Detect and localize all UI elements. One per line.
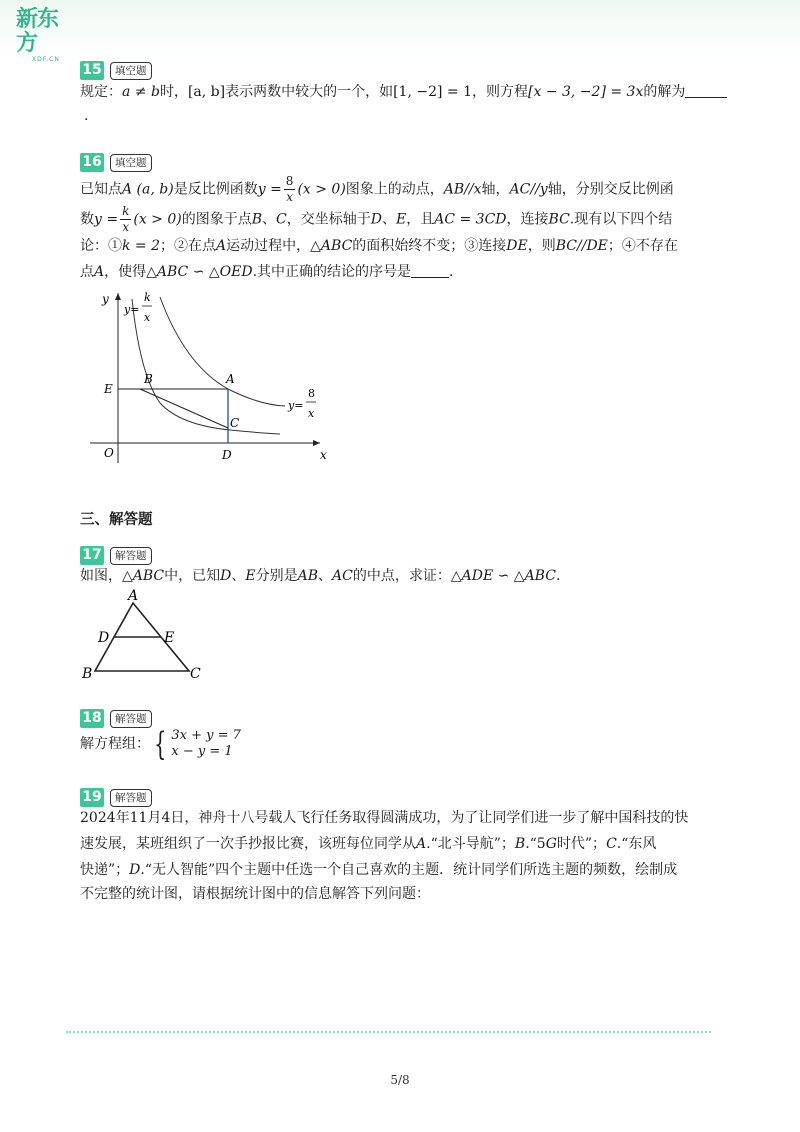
math: △ABC ∽ △OED	[146, 264, 253, 280]
label-curve-k-lhs: y=	[124, 303, 140, 316]
math: D	[370, 211, 382, 228]
curve-8-over-x	[160, 297, 285, 406]
text: ，且	[406, 211, 435, 228]
footer-divider	[66, 1031, 711, 1033]
math: DE	[506, 238, 528, 254]
label-curve-8-num: 8	[308, 387, 315, 400]
math: AC = 3CD	[434, 211, 507, 228]
curve-k-over-x	[132, 299, 280, 434]
text: 规定：	[80, 84, 122, 100]
question-15-header	[80, 61, 152, 80]
label-B: B	[82, 666, 93, 682]
text: 、	[231, 568, 246, 584]
math: BC//DE	[555, 238, 608, 254]
text: 11	[129, 810, 148, 826]
text: 如图，	[80, 568, 122, 584]
text: 、	[318, 568, 333, 584]
text: 2024	[80, 810, 116, 826]
math: B	[514, 836, 526, 852]
text: 中，已知	[164, 568, 221, 584]
text: ，使得	[104, 264, 147, 280]
question-type-badge: 解答题	[110, 710, 152, 728]
equation-1: 3x + y = 7	[171, 728, 241, 743]
equation-system	[150, 725, 241, 763]
math: C	[606, 836, 617, 852]
math: AC	[332, 568, 353, 584]
brand-logo	[16, 7, 78, 63]
text: 4	[161, 810, 171, 826]
text: ，连接	[506, 211, 549, 228]
math: A	[94, 264, 105, 280]
text: ，则	[527, 238, 556, 254]
question-number: 18	[80, 709, 104, 728]
denominator: x	[286, 190, 293, 204]
label-D: D	[98, 630, 110, 646]
text: 速发展，某班组织了一次手抄报比赛，该班每位同学从	[80, 836, 416, 852]
q19-text-line-1	[80, 808, 688, 828]
question-number: 19	[80, 788, 104, 807]
text: 轴，分别交反比例函	[547, 181, 674, 198]
logo-subtext: XDF.CN	[32, 56, 60, 63]
text: 已知点	[80, 181, 122, 198]
equations	[171, 728, 241, 760]
math: (x > 0)	[133, 211, 182, 228]
text: 日，神舟十八号载人飞行任务取得圆满成功，为了让同学们进一步了解中国科技的快	[170, 810, 689, 826]
answer-blank[interactable]	[685, 83, 727, 98]
math: △ABC	[122, 568, 165, 584]
math: C	[276, 211, 287, 228]
math: △ABC	[310, 238, 353, 254]
label-x-axis: x	[320, 448, 327, 462]
text: 运动过程中，	[226, 238, 311, 254]
label-A: A	[128, 588, 139, 604]
segment-BC	[140, 389, 228, 428]
text: 快递”；	[80, 862, 130, 878]
text: 的图象于点	[181, 211, 252, 228]
label-E: E	[164, 630, 175, 646]
question-type-badge: 解答题	[110, 547, 152, 565]
text: 解方程组：	[80, 736, 150, 752]
math: E	[245, 568, 256, 584]
text: .	[449, 264, 454, 280]
q15-text-line-2: .	[84, 108, 89, 124]
text: 点	[80, 264, 94, 280]
math: G	[545, 836, 557, 852]
text: 论：①	[80, 238, 122, 254]
text: 表示两数中较大的一个，如	[225, 84, 394, 100]
text: 时，	[159, 84, 188, 100]
question-19-header	[80, 788, 152, 807]
numerator: 8	[285, 174, 294, 188]
math: y =	[94, 211, 119, 228]
text: .其中正确的结论的序号是	[252, 264, 412, 280]
math: A (a, b)	[122, 181, 174, 198]
question-number: 16	[80, 153, 104, 172]
text: 时代”；	[556, 836, 607, 852]
text: 年	[115, 810, 130, 826]
text: 、	[381, 211, 396, 228]
text: ，交坐标轴于	[286, 211, 371, 228]
question-18-header	[80, 709, 152, 728]
text: 的解为	[643, 84, 686, 100]
q16-text-line-2	[80, 204, 672, 235]
question-17-header	[80, 546, 152, 565]
label-C: C	[190, 666, 201, 682]
q16-text-line-4	[80, 262, 454, 282]
y-axis-arrow	[115, 293, 121, 300]
logo-text: 新东方	[16, 7, 59, 56]
text: .“无人智能”四个主题中任选一个自己喜欢的主题．统计同学们所选主题的频数，绘制成	[140, 862, 678, 878]
header-band	[0, 0, 800, 63]
math: y =	[257, 181, 282, 198]
fraction	[120, 204, 131, 235]
text: 的中点，求证：	[352, 568, 451, 584]
q18-text	[80, 725, 241, 763]
numerator: k	[122, 204, 130, 218]
question-type-badge: 填空题	[110, 62, 152, 80]
text: ；④不存在	[607, 238, 678, 254]
question-type-badge: 解答题	[110, 789, 152, 807]
text: ；②在点	[160, 238, 217, 254]
answer-blank[interactable]	[411, 263, 449, 278]
math: A	[416, 836, 427, 852]
text: 、	[262, 211, 277, 228]
math: [x − 3, −2] = 3x	[528, 84, 644, 100]
label-curve-8-lhs: y=	[288, 399, 304, 412]
q17-triangle-figure	[78, 586, 208, 686]
denominator: x	[122, 220, 130, 234]
math: AB	[297, 568, 319, 584]
math: E	[395, 211, 407, 228]
text: 轴，	[481, 181, 510, 198]
math: (x > 0)	[297, 181, 346, 198]
q16-function-graph	[80, 285, 340, 475]
math: B	[251, 211, 263, 228]
text: 月	[147, 810, 162, 826]
label-curve-8-den: x	[308, 407, 315, 420]
label-curve-k-num: k	[144, 291, 151, 304]
label-B: B	[144, 372, 153, 386]
text: ，则方程	[472, 84, 529, 100]
text: 分别是	[255, 568, 298, 584]
section-title: 三、解答题	[80, 512, 153, 528]
label-curve-k-den: x	[144, 311, 151, 324]
fraction	[284, 174, 296, 205]
label-y-axis: y	[102, 292, 109, 306]
math: D	[220, 568, 232, 584]
equation-2: x − y = 1	[171, 744, 233, 759]
label-E: E	[104, 382, 113, 396]
text: 数	[80, 211, 94, 228]
text: .	[555, 568, 561, 584]
text: .“北斗导航”；	[426, 836, 515, 852]
question-number: 15	[80, 61, 104, 80]
question-type-badge: 填空题	[110, 154, 152, 172]
label-D: D	[222, 448, 232, 462]
math: AB//x	[443, 181, 482, 198]
text: .“东风	[616, 836, 657, 852]
label-O: O	[104, 446, 114, 460]
math: BC	[548, 211, 570, 228]
text: 的面积始终不变；③连接	[352, 238, 507, 254]
text: .“5	[525, 836, 546, 852]
text: .现有以下四个结	[569, 211, 673, 228]
q15-text-line-1	[80, 82, 727, 102]
text: 是反比例函数	[173, 181, 258, 198]
math: A	[216, 238, 227, 254]
label-C: C	[230, 416, 240, 430]
question-16-header	[80, 153, 152, 172]
page-number: 5/8	[390, 1073, 410, 1087]
text: 图象上的动点，	[345, 181, 444, 198]
q17-text	[80, 566, 560, 586]
q19-text-line-4: 不完整的统计图，请根据统计图中的信息解答下列问题：	[80, 886, 430, 902]
math: a ≠ b	[122, 84, 160, 100]
q16-text-line-1	[80, 174, 674, 205]
math: k = 2	[122, 238, 161, 254]
q19-text-line-2	[80, 834, 656, 854]
brace-icon: {	[154, 725, 167, 763]
math: [a, b]	[187, 84, 226, 100]
math: AC//y	[509, 181, 548, 198]
math: △ADE ∽ △ABC	[450, 568, 556, 584]
label-A: A	[226, 372, 235, 386]
question-number: 17	[80, 546, 104, 565]
math: D	[129, 862, 141, 878]
q16-text-line-3	[80, 236, 678, 256]
q19-text-line-3	[80, 860, 677, 880]
math: [1, −2] = 1	[393, 84, 473, 100]
x-axis-arrow	[313, 440, 320, 446]
